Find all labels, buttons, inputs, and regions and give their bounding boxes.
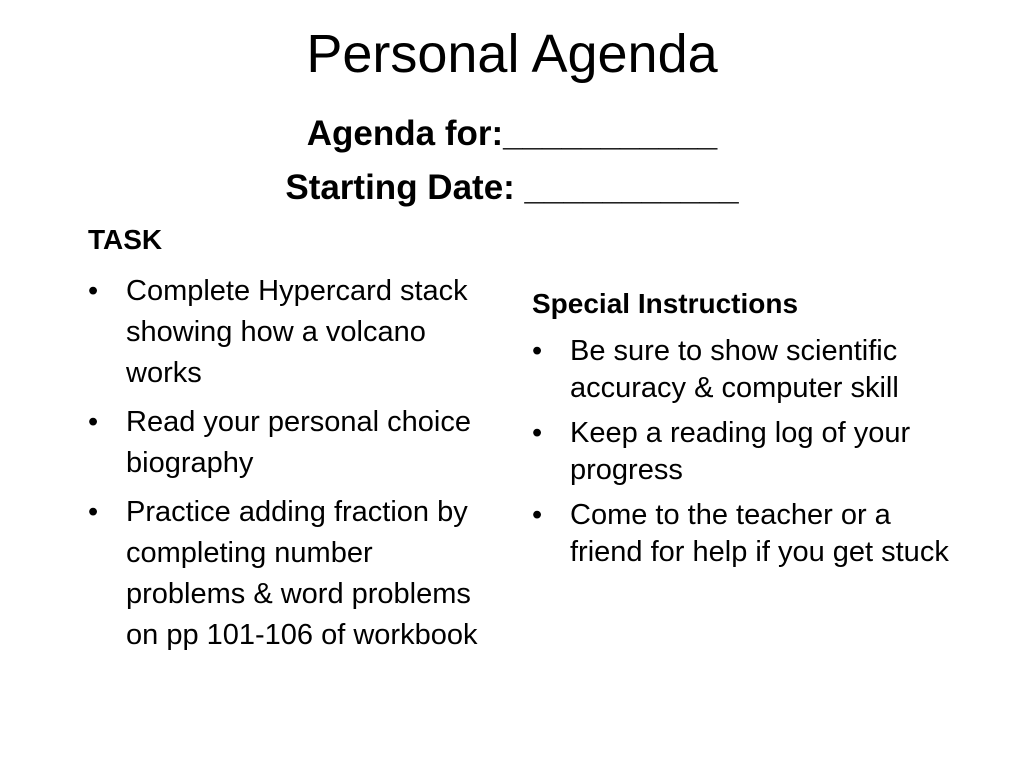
special-instruction-item <box>532 497 952 571</box>
starting-date-line: Starting Date: ___________ <box>285 168 739 207</box>
page-title: Personal Agenda <box>306 24 718 84</box>
special-instruction-item <box>532 415 952 489</box>
task-item-text: Complete Hypercard stack showing how a volcano works <box>126 275 468 389</box>
task-heading: TASK <box>88 224 163 255</box>
bullet-icon: • <box>88 275 99 307</box>
special-instruction-text: Keep a reading log of your progress <box>570 417 911 486</box>
bullet-icon: • <box>532 417 543 449</box>
bullet-icon: • <box>532 499 543 531</box>
bullet-icon: • <box>532 335 543 367</box>
agenda-for-line: Agenda for:___________ <box>306 114 718 153</box>
bullet-icon: • <box>88 406 99 438</box>
special-instruction-item <box>532 333 952 407</box>
task-item-text: Read your personal choice biography <box>126 406 471 479</box>
special-instructions-list <box>532 333 952 579</box>
task-item <box>88 492 498 656</box>
special-instructions-heading: Special Instructions <box>532 288 799 319</box>
task-item-text: Practice adding fraction by completing number problems & word problems on pp 101-106 of workbook <box>126 496 478 651</box>
task-item <box>88 402 498 484</box>
bullet-icon: • <box>88 496 99 528</box>
task-list <box>88 271 498 664</box>
special-instruction-text: Come to the teacher or a friend for help if you get stuck <box>570 499 949 568</box>
special-instruction-text: Be sure to show scientific accuracy & computer skill <box>570 335 899 404</box>
task-item <box>88 271 498 394</box>
